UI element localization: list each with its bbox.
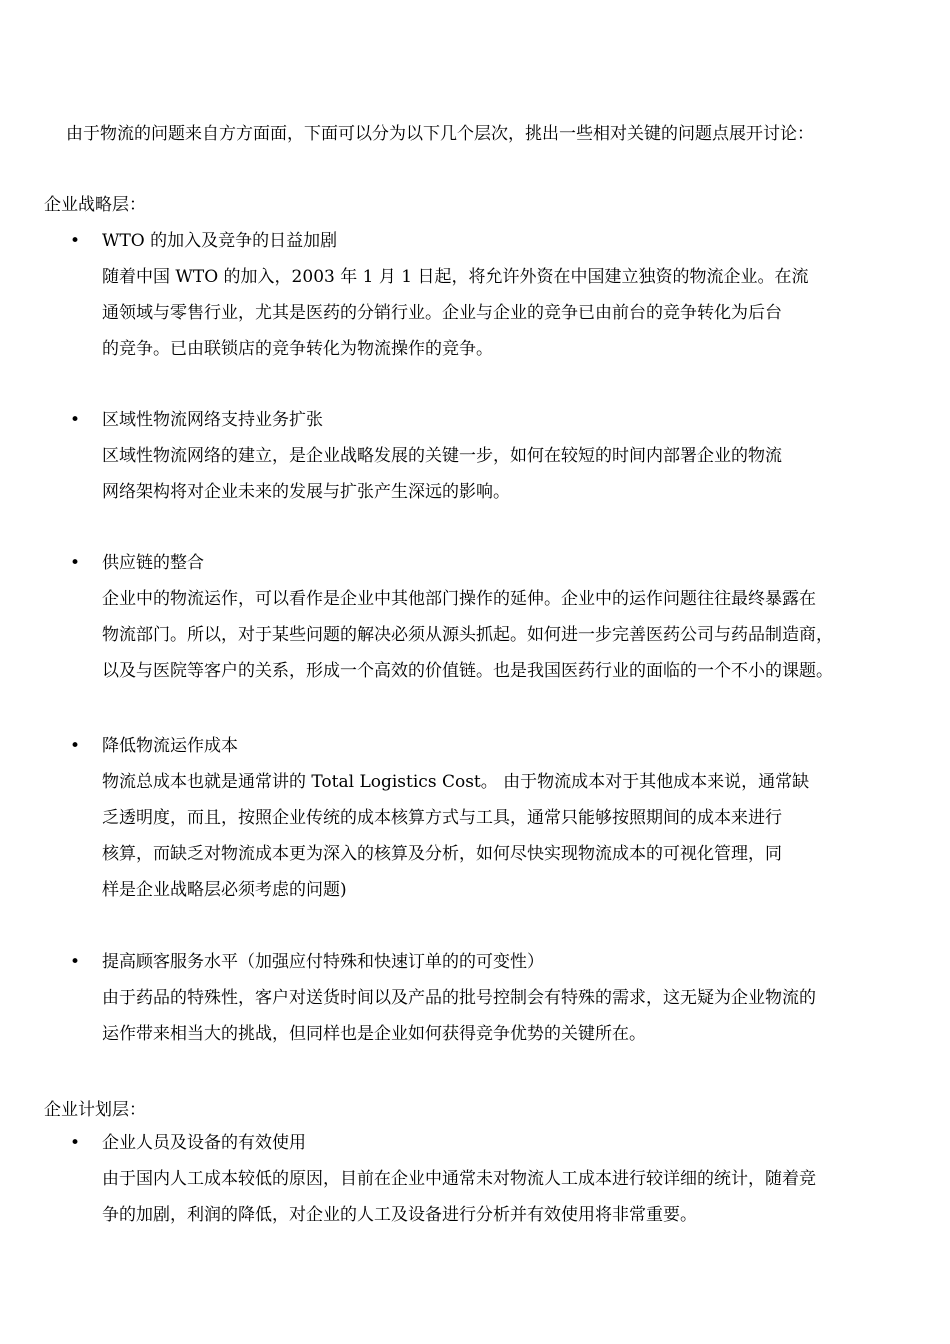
section-title-planning: 企业计划层： bbox=[44, 1100, 146, 1120]
list-item bbox=[70, 549, 930, 689]
list-item-body bbox=[102, 980, 930, 1052]
body-line: 运作带来相当大的挑战，但同样也是企业如何获得竞争优势的关键所在。 bbox=[102, 1024, 646, 1044]
body-line: 由于国内人工成本较低的原因，目前在企业中通常未对物流人工成本进行较详细的统计，随着竞 bbox=[102, 1169, 816, 1189]
list-item-header bbox=[70, 1129, 930, 1157]
list-item-header bbox=[70, 549, 930, 577]
intro-paragraph: 由于物流的问题来自方方面面，下面可以分为以下几个层次，挑出一些相对关键的问题点展开讨论： bbox=[66, 124, 814, 144]
body-line: 争的加剧，利润的降低，对企业的人工及设备进行分析并有效使用将非常重要。 bbox=[102, 1205, 697, 1225]
bullet-icon: • bbox=[70, 410, 81, 430]
list-item-body bbox=[102, 1161, 930, 1233]
body-line: 样是企业战略层必须考虑的问题) bbox=[102, 880, 347, 900]
list-item-header bbox=[70, 406, 930, 434]
list-item-header bbox=[70, 948, 930, 976]
list-item-title: 降低物流运作成本 bbox=[102, 736, 238, 756]
body-line: 物流部门。所以，对于某些问题的解决必须从源头抓起。如何进一步完善医药公司与药品制造商， bbox=[102, 625, 833, 645]
bullet-icon: • bbox=[70, 952, 81, 972]
list-item bbox=[70, 406, 930, 510]
body-line: 企业中的物流运作，可以看作是企业中其他部门操作的延伸。企业中的运作问题往往最终暴露在 bbox=[102, 589, 816, 609]
list-item-header bbox=[70, 227, 930, 255]
section-title-strategy: 企业战略层： bbox=[44, 195, 146, 215]
list-item bbox=[70, 1129, 930, 1233]
list-item bbox=[70, 948, 930, 1052]
list-item-title: 企业人员及设备的有效使用 bbox=[102, 1133, 306, 1153]
body-line: 由于药品的特殊性，客户对送货时间以及产品的批号控制会有特殊的需求，这无疑为企业物流的 bbox=[102, 988, 816, 1008]
list-item-body bbox=[102, 581, 930, 689]
bullet-icon: • bbox=[70, 736, 81, 756]
list-item-header bbox=[70, 732, 930, 760]
body-line: 以及与医院等客户的关系，形成一个高效的价值链。也是我国医药行业的面临的一个不小的课题。 bbox=[102, 661, 833, 681]
bullet-icon: • bbox=[70, 1133, 81, 1153]
body-line: 物流总成本也就是通常讲的 Total Logistics Cost。 由于物流成本对于其他成本来说，通常缺 bbox=[102, 772, 810, 792]
body-line: 核算，而缺乏对物流成本更为深入的核算及分析，如何尽快实现物流成本的可视化管理，同 bbox=[102, 844, 782, 864]
body-line: 区域性物流网络的建立，是企业战略发展的关键一步，如何在较短的时间内部署企业的物流 bbox=[102, 446, 782, 466]
body-line: 的竞争。已由联锁店的竞争转化为物流操作的竞争。 bbox=[102, 339, 493, 359]
body-line: 网络架构将对企业未来的发展与扩张产生深远的影响。 bbox=[102, 482, 510, 502]
body-line: 乏透明度，而且，按照企业传统的成本核算方式与工具，通常只能够按照期间的成本来进行 bbox=[102, 808, 782, 828]
list-item-title: 提高顾客服务水平（加强应付特殊和快速订单的的可变性） bbox=[102, 952, 544, 972]
list-item-body bbox=[102, 259, 930, 367]
list-item-title: 区域性物流网络支持业务扩张 bbox=[102, 410, 323, 430]
list-item-title: 供应链的整合 bbox=[102, 553, 204, 573]
body-line: 随着中国 WTO 的加入，2003 年 1 月 1 日起，将允许外资在中国建立独资的物流企业。在流 bbox=[102, 267, 809, 287]
bullet-icon: • bbox=[70, 553, 81, 573]
bullet-icon: • bbox=[70, 231, 81, 251]
body-line: 通领域与零售行业，尤其是医药的分销行业。企业与企业的竞争已由前台的竞争转化为后台 bbox=[102, 303, 782, 323]
list-item-title: WTO 的加入及竞争的日益加剧 bbox=[102, 231, 338, 251]
list-item bbox=[70, 227, 930, 367]
list-item-body bbox=[102, 438, 930, 510]
list-item bbox=[70, 732, 930, 908]
list-item-body bbox=[102, 764, 930, 908]
